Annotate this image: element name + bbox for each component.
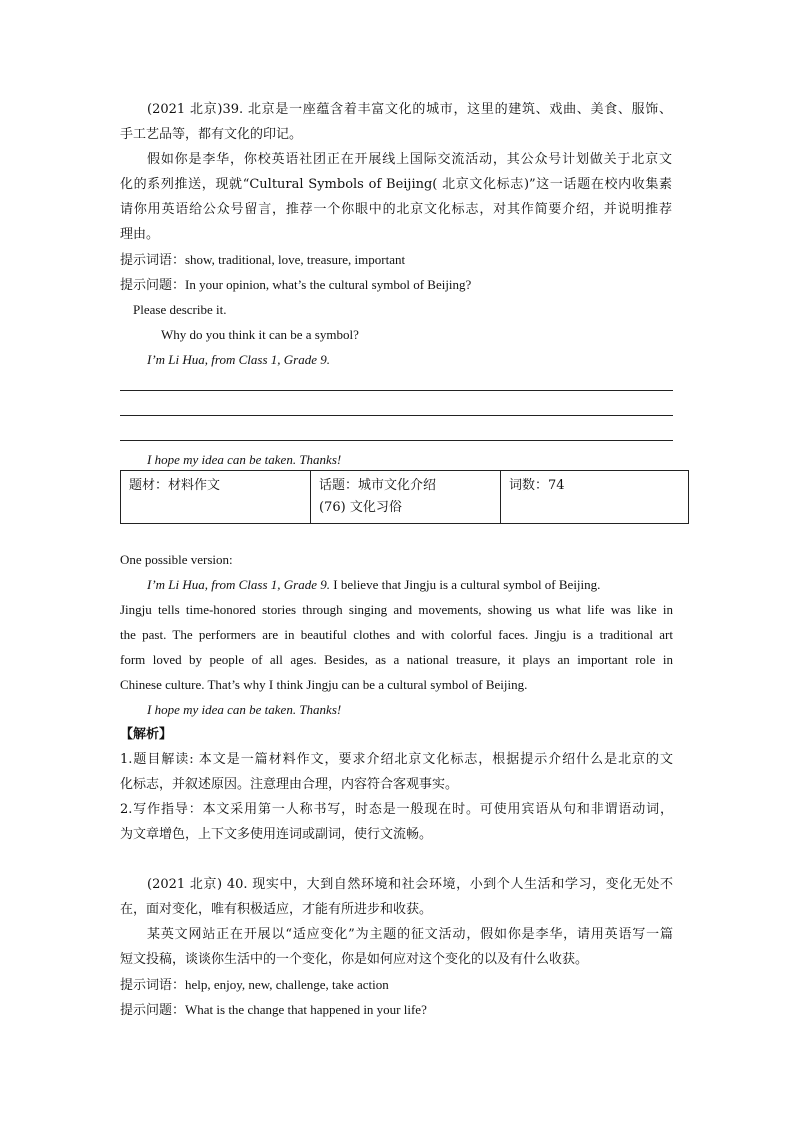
q39-line-2: 手工艺品等，都有文化的印记。 xyxy=(120,127,303,142)
q39-line-5: 请你用英语给公众号留言，推荐一个你眼中的北京文化标志，对其作简要介绍，并说明推荐 xyxy=(120,202,672,217)
q40-hint-question-1: 提示问题：What is the change that happened in your life? xyxy=(120,1002,427,1017)
analysis-point-2b: 为文章增色，上下文多使用连词或副词，使行文流畅。 xyxy=(120,827,433,842)
q39-line-6: 理由。 xyxy=(120,227,160,242)
q39-line-4: 化的系列推送，现就“Cultural Symbols of Beijing( 北京文化标志)”这一话题在校内收集素 xyxy=(120,177,672,192)
q39-opening-line: I’m Li Hua, from Class 1, Grade 9. xyxy=(147,352,330,367)
q39-line-1: (2021 北京)39. 北京是一座蕴含着丰富文化的城市，这里的建筑、戏曲、美食、服饰、 xyxy=(147,102,672,117)
version-line-4: form loved by people of all ages. Besides, as a national treasure, it plays an important role in xyxy=(120,652,673,667)
analysis-point-1a: 1.题目解读: 本文是一篇材料作文，要求介绍北京文化标志，根据提示介绍什么是北京的文 xyxy=(120,752,673,767)
version-line-1-italic: I’m Li Hua, from Class 1, Grade 9. xyxy=(147,577,330,592)
genre-text: 题材：材料作文 xyxy=(129,478,221,493)
q40-line-4: 短文投稿，谈谈你生活中的一个变化，你是如何应对这个变化的以及有什么收获。 xyxy=(120,952,589,967)
q39-hint-question-2: Please describe it. xyxy=(133,302,227,317)
analysis-point-1b: 化标志，并叙述原因。注意理由合理，内容符合客观事实。 xyxy=(120,777,459,792)
version-label: One possible version: xyxy=(120,552,233,567)
info-table xyxy=(120,470,689,524)
wordcount-text: 词数：74 xyxy=(509,478,565,493)
info-cell-genre xyxy=(121,471,311,524)
version-line-2: Jingju tells time-honored stories through singing and movements, showing us what life was like in xyxy=(120,602,673,617)
q39-hint-words: 提示词语：show, traditional, love, treasure, important xyxy=(120,252,406,267)
answer-line-2 xyxy=(120,415,673,416)
q39-hint-question-1: 提示问题：In your opinion, what’s the cultural symbol of Beijing? xyxy=(120,277,472,292)
q40-line-3: 某英文网站正在开展以“适应变化”为主题的征文活动，假如你是李华，请用英语写一篇 xyxy=(147,927,673,942)
info-cell-topic xyxy=(311,471,501,524)
q39-line-3: 假如你是李华，你校英语社团正在开展线上国际交流活动，其公众号计划做关于北京文 xyxy=(147,152,672,167)
analysis-point-2a: 2.写作指导：本文采用第一人称书写，时态是一般现在时。可使用宾语从句和非谓语动词， xyxy=(120,802,673,817)
version-line-3: the past. The performers are in beautiful clothes and with colorful faces. Jingju is a traditional art xyxy=(120,627,673,642)
q39-hint-question-3: Why do you think it can be a symbol? xyxy=(161,327,359,342)
q39-closing-line: I hope my idea can be taken. Thanks! xyxy=(147,452,342,467)
q40-hint-words: 提示词语：help, enjoy, new, challenge, take action xyxy=(120,977,389,992)
q40-line-2: 在，面对变化，唯有积极适应，才能有所进步和收获。 xyxy=(120,902,433,917)
answer-line-1 xyxy=(120,390,673,391)
q40-line-1: (2021 北京) 40. 现实中，大到自然环境和社会环境，小到个人生活和学习，变化无处不 xyxy=(147,877,673,892)
analysis-header: 【解析】 xyxy=(120,727,173,742)
topic-text: 话题：城市文化介绍 xyxy=(319,478,437,493)
topic-sub-text: (76) 文化习俗 xyxy=(319,500,402,515)
version-closing-line: I hope my idea can be taken. Thanks! xyxy=(147,702,342,717)
answer-line-3 xyxy=(120,440,673,441)
version-line-1-rest: I believe that Jingju is a cultural symbol of Beijing. xyxy=(329,577,601,592)
version-line-1 xyxy=(147,576,672,594)
info-cell-wordcount xyxy=(501,471,689,524)
info-table-row xyxy=(121,471,689,524)
version-line-5: Chinese culture. That’s why I think Jingju can be a cultural symbol of Beijing. xyxy=(120,677,528,692)
